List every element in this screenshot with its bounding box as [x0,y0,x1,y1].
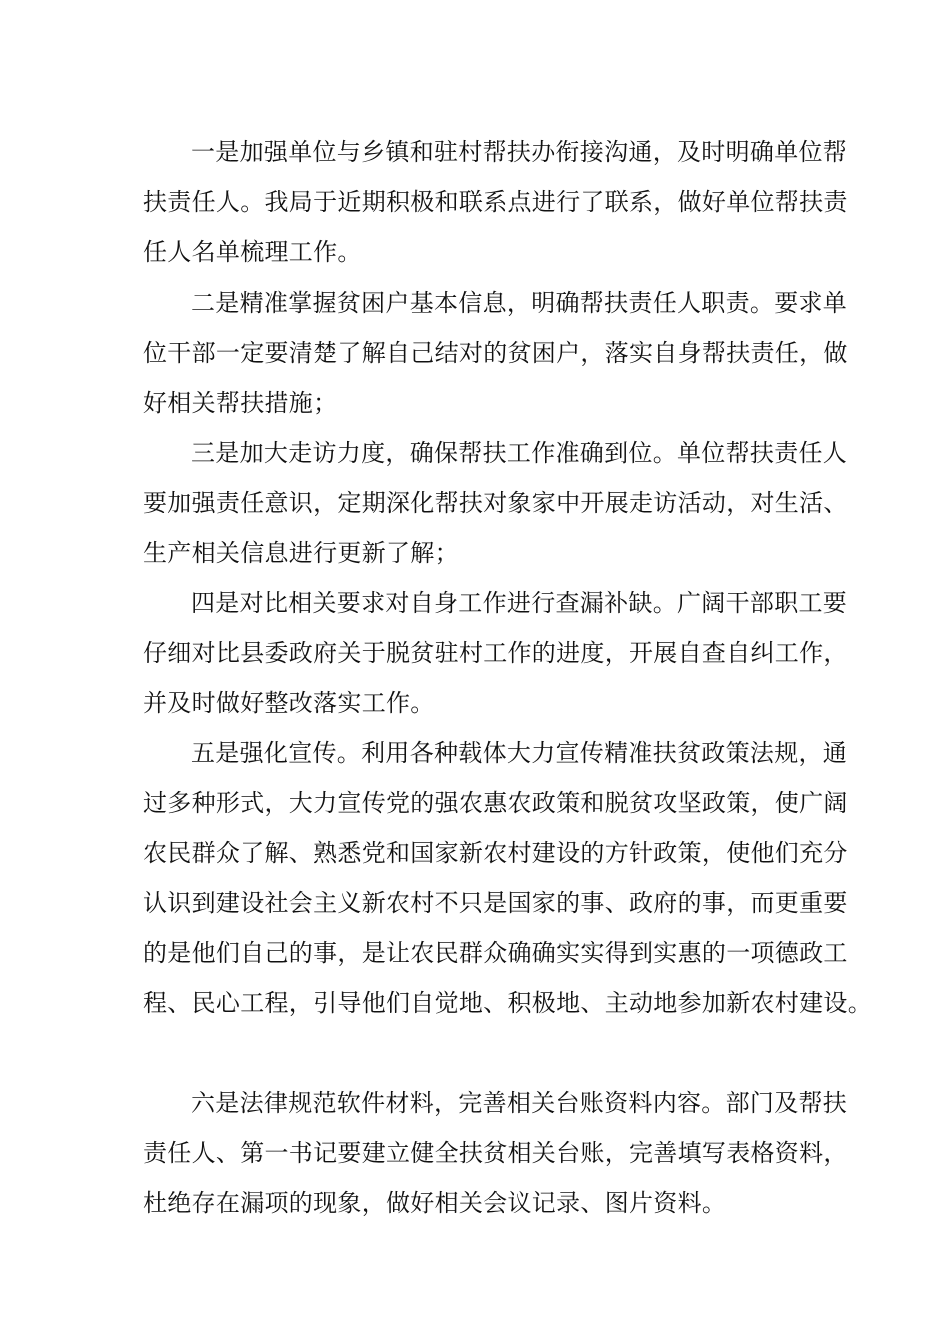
paragraph-3-line-2: 要加强责任意识，定期深化帮扶对象家中开展走访活动，对生活、 [143,489,848,517]
paragraph-1-line-1: 一是加强单位与乡镇和驻村帮扶办衔接沟通，及时明确单位帮 [191,138,848,166]
paragraph-5-line-3: 农民群众了解、熟悉党和国家新农村建设的方针政策，使他们充分 [143,839,848,867]
paragraph-6-line-1: 六是法律规范软件材料，完善相关台账资料内容。部门及帮扶 [191,1089,848,1117]
paragraph-6-line-3: 杜绝存在漏项的现象，做好相关会议记录、图片资料。 [143,1189,727,1217]
paragraph-4-line-3: 并及时做好整改落实工作。 [143,689,435,717]
paragraph-5-line-2: 过多种形式，大力宣传党的强农惠农政策和脱贫攻坚政策，使广阔 [143,789,848,817]
paragraph-5-line-4: 认识到建设社会主义新农村不只是国家的事、政府的事，而更重要 [143,889,848,917]
paragraph-4-line-2: 仔细对比县委政府关于脱贫驻村工作的进度，开展自查自纠工作， [143,639,848,667]
paragraph-1-line-3: 任人名单梳理工作。 [143,238,362,266]
paragraph-3-line-1: 三是加大走访力度，确保帮扶工作准确到位。单位帮扶责任人 [191,439,848,467]
paragraph-3-line-3: 生产相关信息进行更新了解； [143,539,459,567]
paragraph-6-line-2: 责任人、第一书记要建立健全扶贫相关台账，完善填写表格资料， [143,1139,848,1167]
paragraph-5-line-5: 的是他们自己的事，是让农民群众确确实实得到实惠的一项德政工 [143,939,848,967]
paragraph-2-line-1: 二是精准掌握贫困户基本信息，明确帮扶责任人职责。要求单 [191,289,848,317]
paragraph-2-line-2: 位干部一定要清楚了解自己结对的贫困户，落实自身帮扶责任，做 [143,339,848,367]
paragraph-2-line-3: 好相关帮扶措施； [143,389,338,417]
paragraph-5-line-1: 五是强化宣传。利用各种载体大力宣传精准扶贫政策法规，通 [191,739,848,767]
paragraph-5-line-6: 程、民心工程，引导他们自觉地、积极地、主动地参加新农村建设。 [143,989,872,1017]
paragraph-1-line-2: 扶责任人。我局于近期积极和联系点进行了联系，做好单位帮扶责 [143,188,848,216]
paragraph-4-line-1: 四是对比相关要求对自身工作进行查漏补缺。广阔干部职工要 [191,589,848,617]
